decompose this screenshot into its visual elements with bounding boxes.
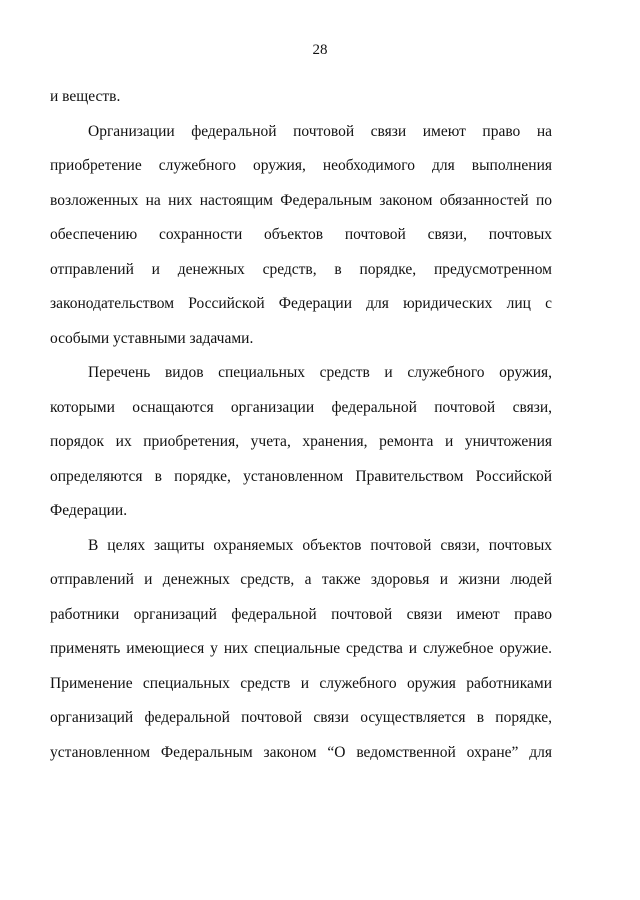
text-line: приобретение служебного оружия, необходимого для выполнения xyxy=(50,157,552,174)
text-line: Федерации. xyxy=(50,502,128,519)
text-line: порядок их приобретения, учета, хранения, ремонта и уничтожения xyxy=(50,433,552,450)
text-line: отправлений и денежных средств, в порядке, предусмотренном xyxy=(50,260,552,278)
text-line: особыми уставными задачами. xyxy=(50,329,254,347)
text-line: и веществ. xyxy=(50,88,121,105)
text-line: Организации федеральной почтовой связи имеют право на xyxy=(88,122,552,140)
text-line: возложенных на них настоящим Федеральным законом обязанностей по xyxy=(50,191,552,209)
text-line: установленном Федеральным законом “О ведомственной охране” для xyxy=(50,743,552,761)
page-number: 28 xyxy=(312,42,328,58)
text-line: В целях защиты охраняемых объектов почтовой связи, почтовых xyxy=(88,536,552,554)
text-line: работники организаций федеральной почтовой связи имеют право xyxy=(50,605,552,623)
text-line: законодательством Российской Федерации для юридических лиц с xyxy=(50,295,552,312)
text-line: которыми оснащаются организации федеральной почтовой связи, xyxy=(50,398,552,416)
text-line: обеспечению сохранности объектов почтовой связи, почтовых xyxy=(50,226,552,243)
text-line: отправлений и денежных средств, а также здоровья и жизни людей xyxy=(50,571,552,588)
text-line: применять имеющиеся у них специальные средства и служебное оружие. xyxy=(50,640,552,657)
text-line: определяются в порядке, установленном Правительством Российской xyxy=(50,467,552,485)
text-line: Перечень видов специальных средств и служебного оружия, xyxy=(88,364,552,381)
text-line: организаций федеральной почтовой связи осуществляется в порядке, xyxy=(50,709,552,726)
document-body xyxy=(50,80,552,770)
text-line: Применение специальных средств и служебного оружия работниками xyxy=(50,674,552,692)
